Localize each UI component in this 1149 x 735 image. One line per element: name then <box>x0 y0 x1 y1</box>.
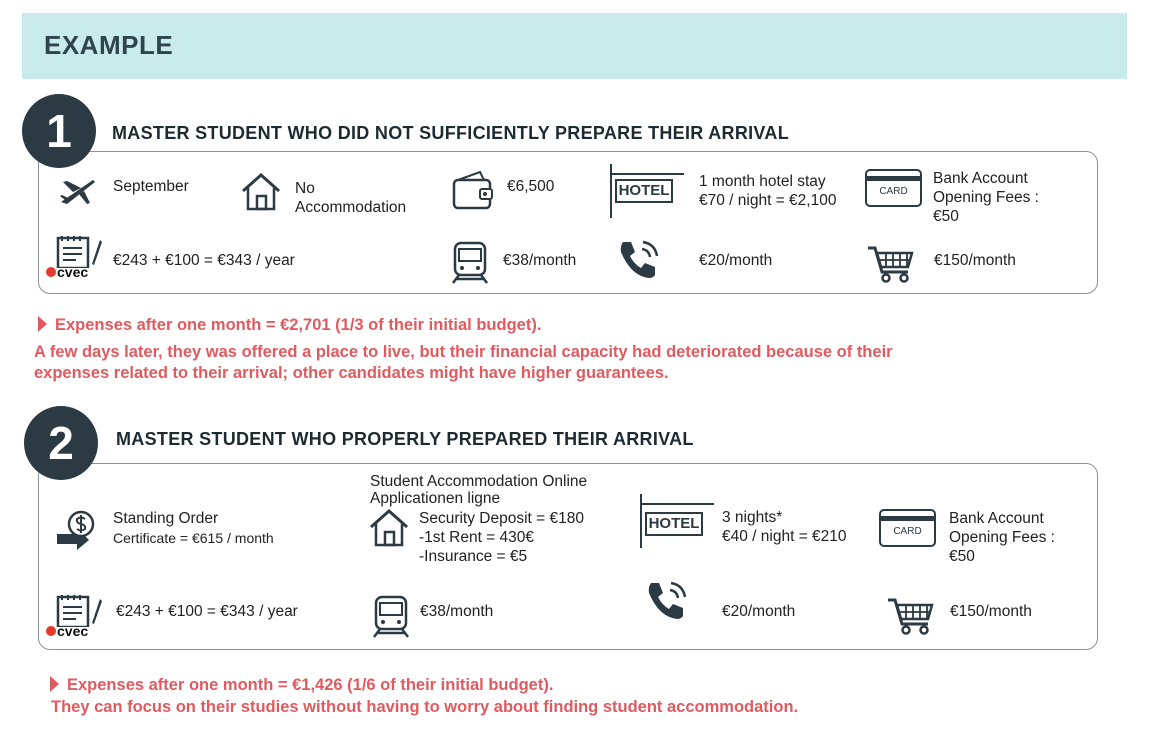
case2-result: Expenses after one month = €1,426 (1/6 of their initial budget). <box>50 676 553 695</box>
case2-accom-line1: Security Deposit = €180 <box>419 510 584 527</box>
case2-phone: €20/month <box>722 603 796 620</box>
case1-shopping: €150/month <box>934 252 1016 269</box>
case2-hotel-line2: €40 / night = €210 <box>722 528 847 545</box>
triangle-bullet-icon <box>38 316 47 332</box>
case1-note-line2: expenses related to their arrival; other candidates might have higher guarantees. <box>34 364 669 382</box>
hotel-icon <box>640 494 715 548</box>
document-pen-icon <box>56 593 102 627</box>
shopping-cart-icon <box>886 596 936 636</box>
case2-bank-line2: Opening Fees : <box>949 529 1055 546</box>
case2-title: MASTER STUDENT WHO PROPERLY PREPARED THEIR ARRIVAL <box>116 429 694 449</box>
cvec-logo: cvec <box>46 623 88 639</box>
train-icon <box>449 241 491 285</box>
house-icon <box>368 507 410 549</box>
cvec-logo: cvec <box>46 264 88 280</box>
money-transfer-icon <box>55 510 101 550</box>
case1-accommodation-line2: Accommodation <box>295 199 407 216</box>
case1-hotel-line1: 1 month hotel stay <box>699 173 826 190</box>
case2-panel <box>38 463 1098 650</box>
case1-note-line1: A few days later, they was offered a place to live, but their financial capacity had deteriorated because of their <box>34 343 893 361</box>
case1-bank-line2: Opening Fees : <box>933 189 1039 206</box>
wallet-icon <box>450 168 496 212</box>
case1-hotel-line2: €70 / night = €2,100 <box>699 192 837 209</box>
case1-transport: €38/month <box>503 252 577 269</box>
phone-icon <box>645 579 689 621</box>
triangle-bullet-icon <box>50 676 59 692</box>
case2-standing-line2: Certificate = €615 / month <box>113 530 274 546</box>
train-icon <box>370 595 412 639</box>
case2-accom-line3: -Insurance = €5 <box>419 548 528 565</box>
card-label: CARD <box>893 526 922 537</box>
case2-accom-head2: Applicationen ligne <box>370 490 501 507</box>
house-icon <box>240 171 282 213</box>
case2-accom-line2: -1st Rent = 430€ <box>419 529 535 546</box>
case2-standing-line1: Standing Order <box>113 510 219 527</box>
case1-accommodation-line1: No <box>295 180 315 197</box>
hotel-icon <box>610 164 685 218</box>
case2-bank-line3: €50 <box>949 548 975 565</box>
case1-budget: €6,500 <box>507 178 555 195</box>
case2-note-line1: They can focus on their studies without having to worry about finding student accommodation. <box>51 698 799 716</box>
case1-bank-line1: Bank Account <box>933 170 1028 187</box>
shopping-cart-icon <box>866 244 916 284</box>
case1-title: MASTER STUDENT WHO DID NOT SUFFICIENTLY PREPARE THEIR ARRIVAL <box>112 123 789 143</box>
example-header <box>22 13 1127 79</box>
bank-card-icon <box>865 169 922 207</box>
plane-icon <box>57 172 97 208</box>
case1-cvec-cost: €243 + €100 = €343 / year <box>113 252 295 269</box>
case1-number: 1 <box>22 94 96 168</box>
header-title: EXAMPLE <box>44 30 174 60</box>
case2-accom-head1: Student Accommodation Online <box>370 473 588 490</box>
hotel-sign: HOTEL <box>615 179 673 203</box>
case2-number: 2 <box>24 406 98 480</box>
case2-cvec-cost: €243 + €100 = €343 / year <box>116 603 298 620</box>
case1-arrival: September <box>113 178 189 195</box>
case1-phone: €20/month <box>699 252 773 269</box>
case2-hotel-line1: 3 nights* <box>722 509 783 526</box>
bank-card-icon <box>879 509 936 547</box>
hotel-sign: HOTEL <box>645 512 703 536</box>
case2-bank-line1: Bank Account <box>949 510 1044 527</box>
case1-result: Expenses after one month = €2,701 (1/3 of their initial budget). <box>38 316 541 335</box>
case1-bank-line3: €50 <box>933 208 959 225</box>
phone-icon <box>617 238 661 280</box>
case2-shopping: €150/month <box>950 603 1032 620</box>
document-pen-icon <box>56 234 102 268</box>
case2-transport: €38/month <box>420 603 494 620</box>
card-label: CARD <box>879 186 908 197</box>
